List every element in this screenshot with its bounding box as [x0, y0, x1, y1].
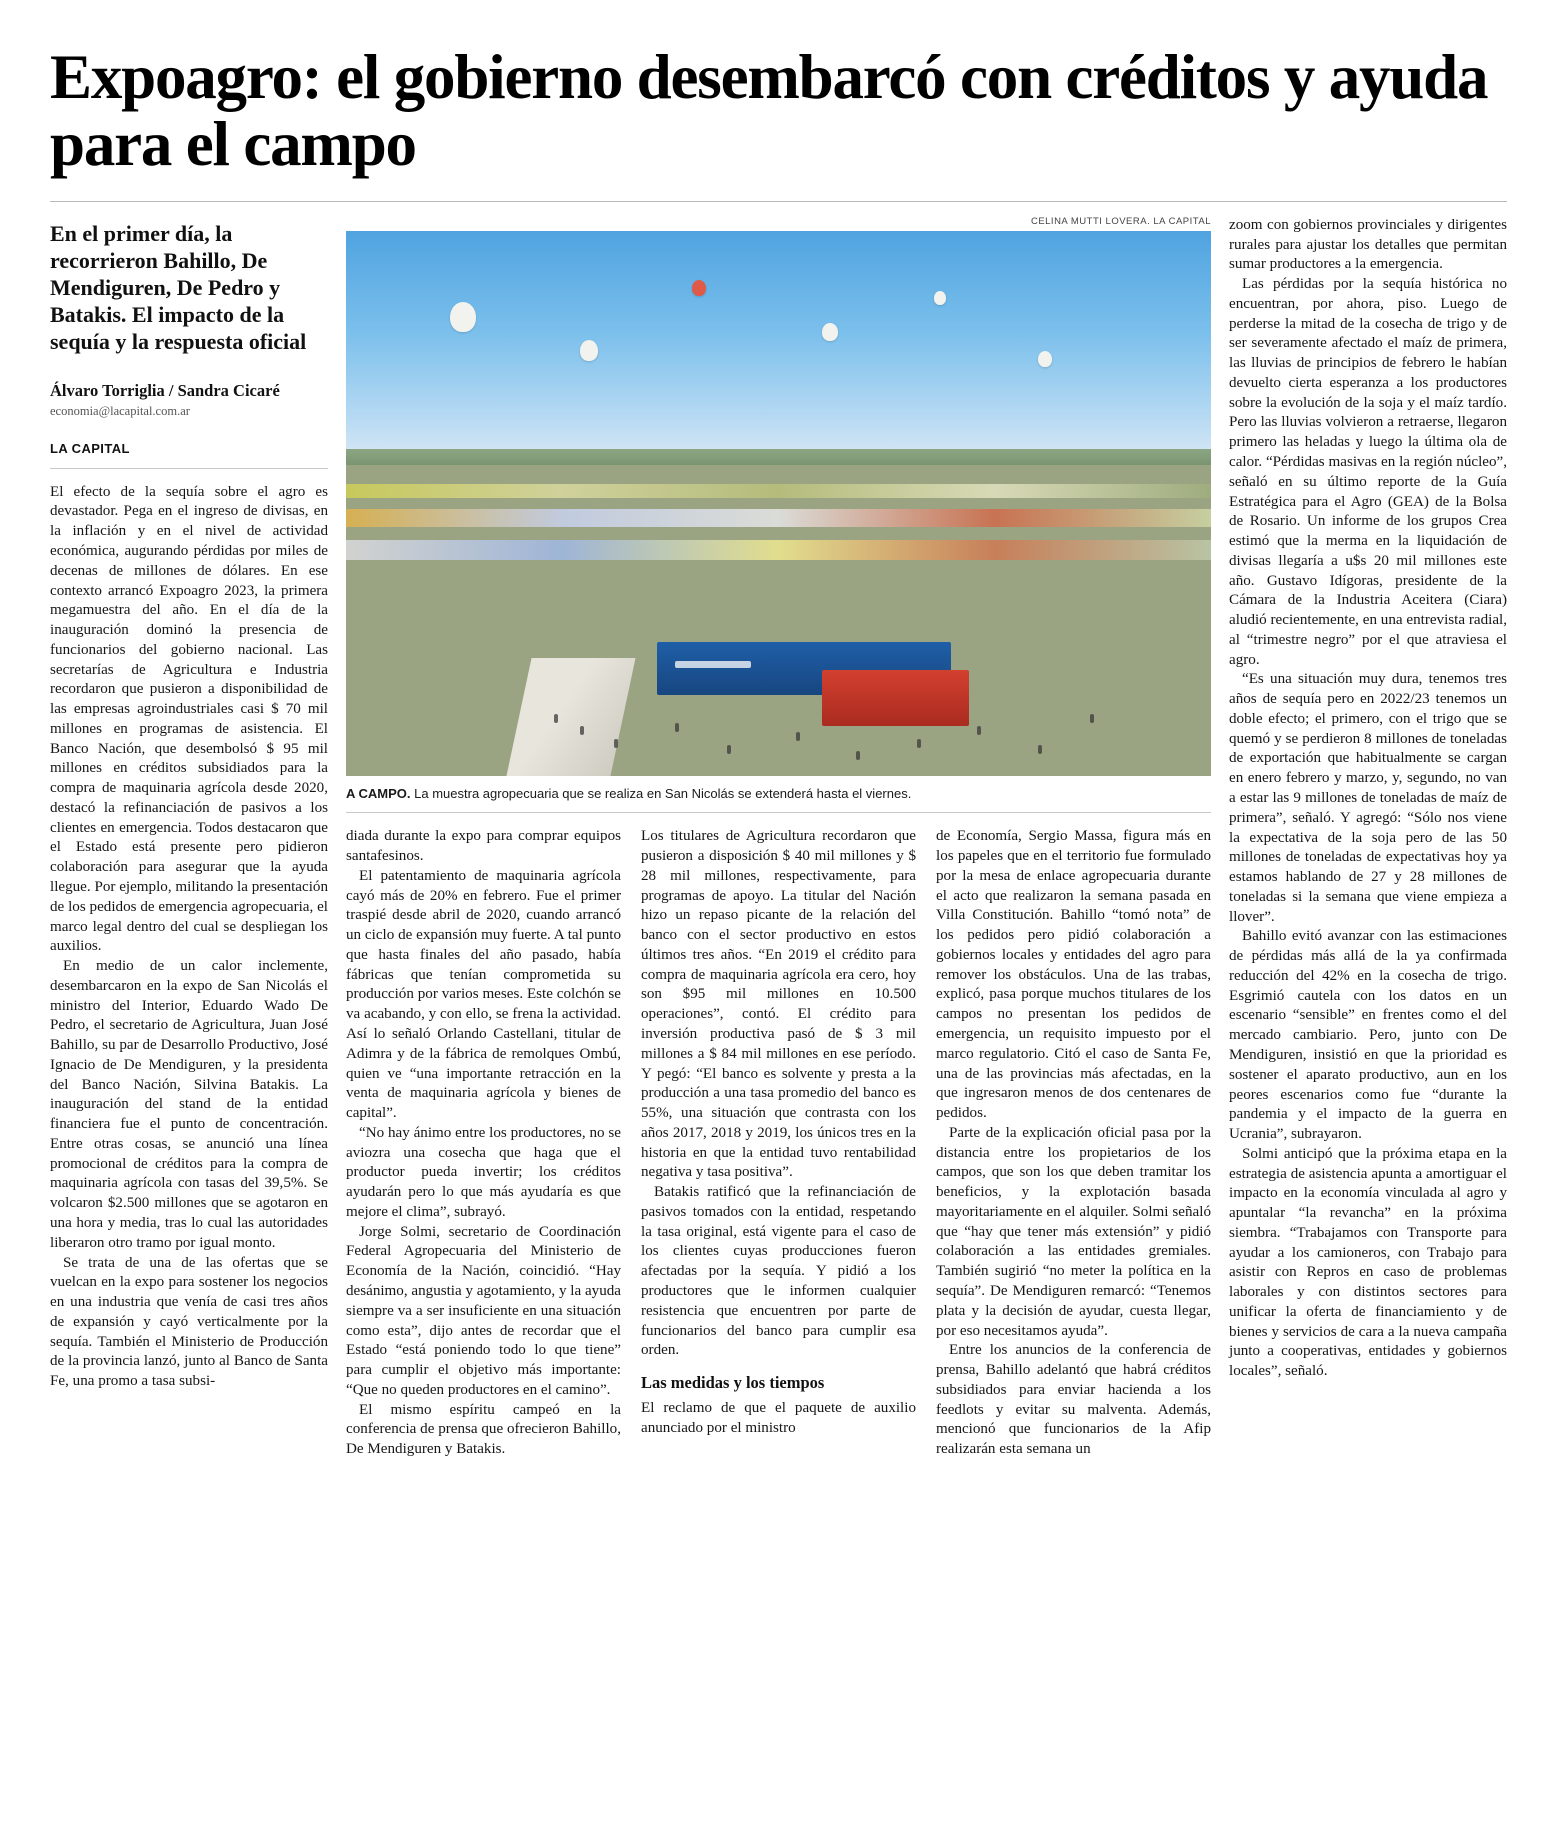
balloon-icon: [1038, 351, 1052, 367]
column-2-text: [346, 827, 621, 1460]
paragraph: “Es una situación muy dura, tenemos tres años de sequía pero en 2022/23 tenemos un doble efecto; el primero, con el trigo que se quemó y se perdieron 8 millones de toneladas de exportación que habitualmente se cargan en enero febrero y marzo, y, segundo, no van a estar las 9 millones de toneladas de maíz de primera”, señaló. Y agregó: “Sólo nos viene la expectativa de la soja pero de las 50 millones de toneladas de expectativas hoy ya estamos hablando de 27 y 28 millones de toneladas si la semana que viene empieza a llover”.: [1229, 671, 1507, 925]
photo-credit: CELINA MUTTI LOVERA. LA CAPITAL: [1030, 215, 1211, 227]
column-1-text: [50, 483, 328, 1392]
balloon-icon: [450, 302, 476, 332]
column-5-text: [1229, 216, 1507, 1382]
paragraph: “No hay ánimo entre los productores, no se aviozra una cosecha que haga que el productor pueda invertir; los créditos ayudarán pero lo que más ayudaría es que mejore el clima”, subrayó.: [346, 1124, 621, 1220]
photo-stand-row: [346, 484, 1211, 498]
center-section: [346, 216, 1211, 1460]
paragraph: Los titulares de Agricultura recordaron que pusieron a disposición $ 40 mil millones y $ 28 mil millones, respectivamente, para programas de apoyo. La titular del Nación hizo un repaso picante de la relación del banco con el sector productivo en estos últimos tres años. “En 2019 el crédito para compra de maquinaria agrícola era cero, hoy son $95 mil millones en 10.500 operaciones”, contó. El crédito para inversión productiva pasó de $ 3 mil millones a $ 84 mil millones en ese período. Y pegó: “El banco es solvente y presta a la producción a una tasa promedio del banco es 55%, una situación que contrasta con los años 2017, 2018 y 2019, los únicos tres en la historia en que la entidad tuvo rentabilidad negativa y tasa positiva”.: [641, 828, 916, 1181]
byline: Álvaro Torriglia / Sandra Cicaré: [50, 381, 280, 401]
paragraph: En medio de un calor inclemente, desembarcaron en la expo de San Nicolás el ministro del Interior, Eduardo Wado De Pedro, el secretario de Agricultura, Juan José Bahillo, su par de Desarrollo Productivo, José Ignacio de De Mendiguren, y la presidenta del Banco Nación, Silvina Batakis. La inauguración del stand de la entidad financiera fue el punto de concentración. Entre otras cosas, se anunció una línea promocional de créditos para la compra de maquinaria agrícola con tasas del 39,5%. Se volcaron $2.500 millones que se agotaron en una hora y media, tras lo cual las autoridades liberaron otro tramo por igual monto.: [50, 958, 328, 1251]
paragraph: Solmi anticipó que la próxima etapa en la estrategia de asistencia apunta a amortiguar el impacto en la economía vinculada al agro y apuntalar “la revancha” en la próxima siembra. “Trabajamos con Transporte para ayudar a los camioneros, con Trabajo para asistir con Repros en caso de problemas laborales y con distintos sectores para unificar la oferta de financiamiento y de bienes y servicios de cara a la nueva campaña junto a cooperativas, entidades y gobiernos locales”, señaló.: [1229, 1145, 1507, 1380]
balloon-icon: [822, 323, 838, 341]
paragraph: El patentamiento de maquinaria agrícola cayó más de 20% en febrero. Fue el primer traspié desde abril de 2020, cuando arrancó un ciclo de expansión muy fuerte. A tal punto que hasta finales del año pasado, había fábricas que tenían comprometida su producción por varios meses. Este colchón se va acabando, y con ello, se frena la actividad. Así lo señaló Orlando Castellani, titular de Adimra y de la fábrica de remolques Ombú, quien ve “una importante retracción en la venta de maquinaria agrícola y bienes de capital”.: [346, 867, 621, 1122]
lower-columns: [346, 827, 1211, 1460]
page-title: Expoagro: el gobierno desembarcó con créditos y ayuda para el campo: [50, 42, 1488, 180]
photo-ground: [346, 465, 1211, 776]
article-photo: [346, 231, 1211, 776]
article-body: [50, 216, 1507, 1460]
paragraph: Las pérdidas por la sequía histórica no encuentran, por ahora, piso. Luego de perderse la mitad de la cosecha de trigo y de ser severamente afectado el maíz de primera, las lluvias de principios de febrero le habían devuelto cierta esperanza a los productores sobre la evolución de la soja y el maíz tardío. Pero las lluvias volvieron a retraerse, llegaron primero las heladas y luego la última ola de calor. “Pérdidas masivas en la región núcleo”, señaló en su último reporte de la Guía Estratégica para el Agro (GEA) de la Bolsa de Rosario. Un informe de los grupos Crea estimó que la merma en la liquidación de divisas llegaría a u$s 20 mil millones este año. Gustavo Idígoras, presidente de la Cámara de la Industria Aceitera (Ciara) aludió recientemente, en una entrevista radial, al “trimestre negro” por el que atraviesa el agro.: [1229, 276, 1507, 668]
balloon-icon: [934, 291, 946, 305]
paragraph: Jorge Solmi, secretario de Coordinación Federal Agropecuaria del Ministerio de Economía de la Nación, coincidió. “Hay desánimo, angustia y agotamiento, y la ayuda siempre va a ser insuficiente en una situación como esta”, dijo antes de recordar que el Estado “está poniendo todo lo que tiene” para cumplir el objetivo más importante: “Que no queden productores en el camino”.: [346, 1223, 621, 1398]
photo-sky: [346, 231, 1211, 460]
column-2: [346, 827, 621, 1460]
publication-brand: LA CAPITAL: [50, 440, 130, 456]
column-3-text-b: [641, 1399, 916, 1439]
column-3-text: [641, 827, 916, 1361]
newspaper-page: [0, 44, 1557, 1842]
photo-walkway: [506, 658, 635, 776]
paragraph: El mismo espíritu campeó en la conferencia de prensa que ofrecieron Bahillo, De Mendiguren y Batakis.: [346, 1401, 621, 1458]
paragraph: zoom con gobiernos provinciales y dirigentes rurales para ajustar los detalles que permitan sumar productores a la emergencia.: [1229, 216, 1507, 273]
photo-stand-row: [346, 509, 1211, 527]
photo-red-container: [822, 670, 969, 726]
paragraph: Bahillo evitó avanzar con las estimaciones de pérdidas más allá de la ya confirmada reducción del 42% en la cosecha de trigo. Esgrimió cautela con los datos en un escenario “sensible” en frentes como el del mercado cambiario. Pero, junto con De Mendiguren, insistió en que la prioridad es sostener el aparato productivo, aun en los peores escenarios como fue “durante la pandemia y el impacto de la guerra en Ucrania”, subrayaron.: [1229, 928, 1507, 1143]
paragraph: Parte de la explicación oficial pasa por la distancia entre los propietarios de los campos, que son los que deben tramitar los beneficios, y la explotación basada mayoritariamente en el alquiler. Solmi señaló que “hay que tener más extensión” y pidió colaboración a las entidades gremiales. También sugirió “no meter la política en la sequía”. De Mendiguren remarcó: “Tenemos plata y la decisión de ayudar, cuesta llegar, por eso necesitamos ayuda”.: [936, 1124, 1211, 1339]
column-4: [936, 827, 1211, 1460]
balloon-icon: [580, 340, 598, 361]
photo-caption: [346, 785, 1211, 814]
left-column: [50, 216, 328, 1392]
paragraph: Entre los anuncios de la conferencia de prensa, Bahillo adelantó que habrá créditos subsidiados para enviar hacienda a los feedlots y evitar su malventa. Además, mencionó que funcionarios de la Afip realizarán esta semana un: [936, 1342, 1211, 1458]
column-4-text: [936, 827, 1211, 1460]
byline-email[interactable]: economia@lacapital.com.ar: [50, 403, 190, 418]
paragraph: El reclamo de que el paquete de auxilio anunciado por el ministro: [641, 1400, 916, 1436]
photo-stand-row: [346, 540, 1211, 560]
photo-caption-text: La muestra agropecuaria que se realiza en San Nicolás se extenderá hasta el viernes.: [410, 785, 912, 801]
paragraph: Batakis ratificó que la refinanciación de pasivos tomados con la entidad, respetando la tasa original, está vigente para el caso de los clientes cuyas producciones fueron afectadas por la sequía. Y pidió a los productores que le informen cualquier resistencia que encuentren por parte de funcionarios del banco para cumplir esa orden.: [641, 1184, 916, 1359]
brand-divider: [50, 468, 328, 469]
paragraph: Se trata de una de las ofertas que se vuelcan en la expo para sostener los negocios en una industria que venía de casi tres años de expansión y cayó verticalmente por la sequía. También el Ministerio de Producción de la provincia lanzó, junto al Banco de Santa Fe, una promo a tasa subsi-: [50, 1254, 328, 1390]
standfirst: En el primer día, la recorrieron Bahillo, De Mendiguren, De Pedro y Batakis. El impacto de la sequía y la respuesta oficial: [50, 220, 307, 354]
right-column: [1229, 216, 1507, 1382]
photo-caption-lead: A CAMPO.: [346, 785, 411, 801]
section-subhead: Las medidas y los tiempos: [641, 1373, 825, 1393]
headline-divider: [50, 201, 1507, 202]
paragraph: de Economía, Sergio Massa, figura más en los papeles que en el territorio fue formulado por la mesa de enlace agropecuaria durante el acto que realizaron la semana pasada en Villa Constitución. Bahillo “tomó nota” de los pedidos pero pidió colaboración a gobiernos locales y entidades del agro para remover los obstáculos. Una de las trabas, explicó, pasa porque muchos titulares de los campos no presentan los pedidos de emergencia, un requisito impuesto por el marco regulatorio. Citó el caso de Santa Fe, una de las provincias más afectadas, en la que ingresaron menos de dos centenares de pedidos.: [936, 828, 1211, 1122]
balloon-icon: [692, 280, 706, 296]
paragraph: El efecto de la sequía sobre el agro es devastador. Pega en el ingreso de divisas, en la inflación y en el nivel de actividad económica, augurando pérdidas por miles de decenas de millones de dólares. En ese contexto arrancó Expoagro 2023, la primera megamuestra del año. En el día de la inauguración dominó la presencia de funcionarios del gobierno nacional. Las secretarías de Agricultura e Industria recordaron que pusieron a disponibilidad de las empresas agroindustriales casi $ 70 mil millones en programas de asistencia. El Banco Nación, que desembolsó $ 95 mil millones en créditos subsidiados para la compra de maquinaria agrícola desde 2020, destacó la refinanciación de pasivos a los clientes en emergencia. Todos destacaron que el Estado está presente pero pidieron colaboración para asegurar que la ayuda llegue. Por ejemplo, militando la presentación de los pedidos de emergencia agropecuaria, el marco legal dentro del cual se despliegan los auxilios.: [50, 483, 328, 955]
paragraph: diada durante la expo para comprar equipos santafesinos.: [346, 828, 621, 865]
column-3: [641, 827, 916, 1460]
